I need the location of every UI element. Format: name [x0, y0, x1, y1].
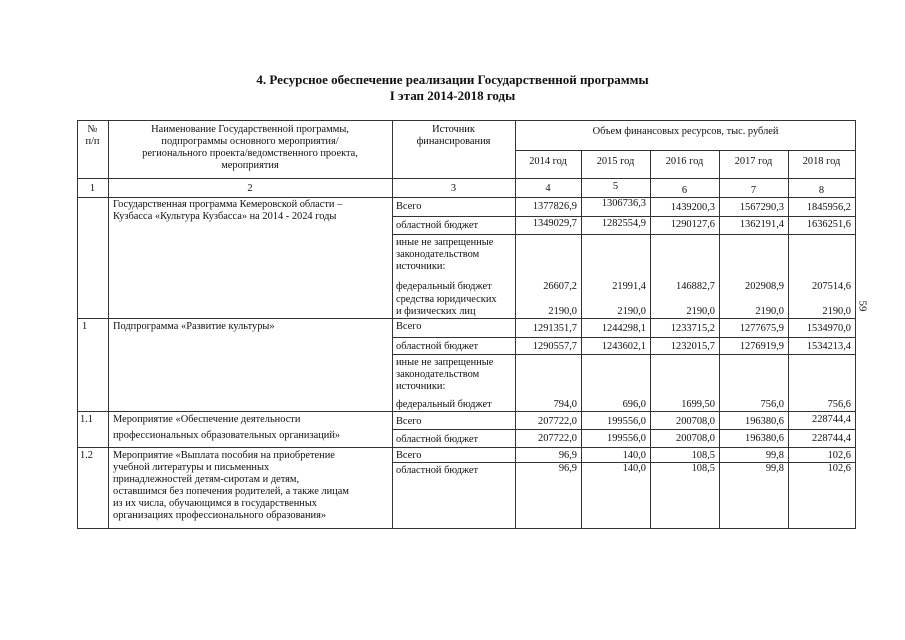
sub1-regional-value: 1243602,1 — [601, 341, 646, 352]
m12-regional-value: 96,9 — [558, 463, 577, 474]
m12-num: 1.2 — [80, 450, 93, 461]
sub1-regional-value: 1534213,4 — [806, 341, 851, 352]
sub1-regional-value: 1232015,7 — [670, 341, 715, 352]
page-number: 59 — [856, 300, 869, 312]
col-number: 3 — [450, 183, 457, 194]
program-regional-value: 1349029,7 — [532, 218, 577, 229]
program-legal-value: 2190,0 — [617, 306, 646, 317]
table-line — [392, 429, 856, 430]
m11-num: 1.1 — [80, 414, 93, 425]
program-regional-value: 1290127,6 — [670, 219, 715, 230]
header-source-1: Источник — [432, 124, 475, 135]
program-legal-2: и физических лиц — [396, 306, 476, 317]
col-number: 4 — [545, 183, 551, 194]
header-name-1: Наименование Государственной программы, — [151, 124, 349, 135]
sub1-total-value: 1244298,1 — [601, 323, 646, 334]
header-year: 2017 год — [734, 156, 773, 167]
header-year: 2018 год — [802, 156, 841, 167]
m12-total-label: Всего — [396, 450, 422, 461]
m12-name-line: принадлежностей детям-сиротам и детям, — [113, 474, 300, 485]
header-name-3: регионального проекта/ведомственного проекта, — [142, 148, 358, 159]
sub1-federal-label: федеральный бюджет — [396, 399, 492, 410]
m12-total-value: 102,6 — [827, 450, 851, 461]
m11-total-label: Всего — [396, 416, 422, 427]
m12-name-line: из их числа, обучающимся в государственных — [113, 498, 317, 509]
m11-total-value: 200708,0 — [676, 416, 715, 427]
header-year: 2016 год — [665, 156, 704, 167]
m12-regional-value: 99,8 — [765, 463, 784, 474]
program-regional-value: 1282554,9 — [601, 218, 646, 229]
m11-name-1: Мероприятие «Обеспечение деятельности — [113, 414, 301, 425]
header-num-1: № — [87, 124, 98, 135]
program-legal-value: 2190,0 — [822, 306, 851, 317]
sub1-federal-value: 756,0 — [760, 399, 784, 410]
m11-regional-value: 196380,6 — [745, 433, 784, 444]
program-other-2: законодательством — [396, 249, 480, 260]
table-border-left — [77, 120, 78, 529]
program-federal-value: 207514,6 — [812, 281, 851, 292]
program-regional-value: 1362191,4 — [739, 219, 784, 230]
m11-regional-value: 207722,0 — [538, 433, 577, 444]
m12-regional-value: 102,6 — [827, 463, 851, 474]
col-number: 5 — [612, 181, 619, 192]
sub1-federal-value: 696,0 — [622, 399, 646, 410]
program-federal-label: федеральный бюджет — [396, 281, 492, 292]
program-regional-value: 1636251,6 — [806, 219, 851, 230]
m11-regional-value: 200708,0 — [676, 433, 715, 444]
program-legal-value: 2190,0 — [755, 306, 784, 317]
program-name-2: Кузбасса «Культура Кузбасса» на 2014 - 2024 годы — [113, 211, 337, 222]
sub1-federal-value: 794,0 — [553, 399, 577, 410]
m12-regional-label: областной бюджет — [396, 465, 479, 476]
program-legal-value: 2190,0 — [686, 306, 715, 317]
header-name-4: мероприятия — [221, 160, 279, 171]
table-line — [77, 411, 856, 412]
sub1-num: 1 — [82, 321, 88, 332]
header-source-2: финансирования — [416, 136, 491, 147]
sub1-total-value: 1291351,7 — [532, 323, 577, 334]
col-number: 1 — [89, 183, 96, 194]
program-legal-value: 2190,0 — [548, 306, 577, 317]
program-federal-value: 146882,7 — [676, 281, 715, 292]
program-other-3: источники: — [396, 261, 446, 272]
sub1-total-value: 1277675,9 — [739, 323, 784, 334]
table-line — [77, 197, 856, 198]
m12-total-value: 108,5 — [691, 450, 715, 461]
sub1-total-value: 1534970,0 — [806, 323, 851, 334]
m12-total-value: 140,0 — [622, 450, 646, 461]
m11-regional-value: 228744,4 — [812, 433, 851, 444]
table-line — [392, 120, 393, 529]
table-border-bottom — [77, 528, 856, 529]
table-border-top — [77, 120, 856, 121]
table-border-right — [855, 120, 856, 529]
header-year: 2015 год — [596, 156, 635, 167]
header-name-2: подпрограммы основного мероприятия/ — [161, 136, 339, 147]
col-number: 7 — [750, 185, 757, 196]
program-federal-value: 21991,4 — [612, 281, 646, 292]
table-line — [77, 318, 856, 319]
sub1-federal-value: 756,6 — [827, 399, 851, 410]
program-legal-1: средства юридических — [396, 294, 497, 305]
sub1-regional-value: 1276919,9 — [739, 341, 784, 352]
table-line — [392, 337, 856, 338]
sub1-name: Подпрограмма «Развитие культуры» — [113, 321, 275, 332]
col-number: 2 — [247, 183, 253, 194]
col-number: 8 — [818, 185, 825, 196]
program-total-value: 1439200,3 — [670, 202, 715, 213]
sub1-regional-value: 1290557,7 — [532, 341, 577, 352]
header-volume: Объем финансовых ресурсов, тыс. рублей — [592, 126, 779, 137]
m11-total-value: 196380,6 — [745, 416, 784, 427]
program-total-label: Всего — [396, 201, 422, 212]
program-total-value: 1306736,3 — [601, 198, 646, 209]
col-number: 6 — [681, 185, 688, 196]
page-title: 4. Ресурсное обеспечение реализации Государственной программы — [256, 72, 649, 87]
table-line — [108, 120, 109, 529]
program-federal-value: 26607,2 — [543, 281, 577, 292]
m12-regional-value: 140,0 — [622, 463, 646, 474]
header-year: 2014 год — [529, 156, 567, 167]
sub1-other-3: источники: — [396, 381, 446, 392]
sub1-other-1: иные не запрещенные — [396, 357, 494, 368]
m12-name-line: учебной литературы и письменных — [113, 462, 270, 473]
m11-regional-label: областной бюджет — [396, 434, 479, 445]
program-regional-label: областной бюджет — [396, 220, 479, 231]
m12-total-value: 96,9 — [558, 450, 577, 461]
table-line — [392, 216, 856, 217]
table-line — [515, 150, 856, 151]
page-subtitle: I этап 2014-2018 годы — [389, 88, 516, 103]
program-federal-value: 202908,9 — [745, 281, 784, 292]
m12-total-value: 99,8 — [765, 450, 784, 461]
m12-name-line: оставшимся без попечения родителей, а также лицам — [113, 486, 349, 497]
header-num-2: п/п — [85, 136, 100, 147]
program-total-value: 1377826,9 — [532, 201, 577, 212]
program-name-1: Государственная программа Кемеровской области – — [113, 199, 343, 210]
sub1-total-label: Всего — [396, 321, 422, 332]
m11-name-2: профессиональных образовательных организаций» — [113, 430, 341, 441]
table-line — [77, 178, 856, 179]
m11-regional-value: 199556,0 — [607, 433, 646, 444]
sub1-other-2: законодательством — [396, 369, 480, 380]
table-line — [77, 447, 856, 448]
program-total-value: 1567290,3 — [739, 202, 784, 213]
m12-regional-value: 108,5 — [691, 463, 715, 474]
m11-total-value: 228744,4 — [812, 414, 851, 425]
m12-name-line: Мероприятие «Выплата пособия на приобретение — [113, 450, 335, 461]
program-total-value: 1845956,2 — [806, 202, 851, 213]
table-line — [392, 234, 856, 235]
program-other-1: иные не запрещенные — [396, 237, 494, 248]
m12-name-line: организациях профессионального образования» — [113, 510, 327, 521]
sub1-total-value: 1233715,2 — [670, 323, 715, 334]
sub1-regional-label: областной бюджет — [396, 341, 479, 352]
sub1-federal-value: 1699,50 — [681, 399, 715, 410]
m11-total-value: 199556,0 — [607, 416, 646, 427]
m11-total-value: 207722,0 — [538, 416, 577, 427]
table-line — [392, 354, 856, 355]
